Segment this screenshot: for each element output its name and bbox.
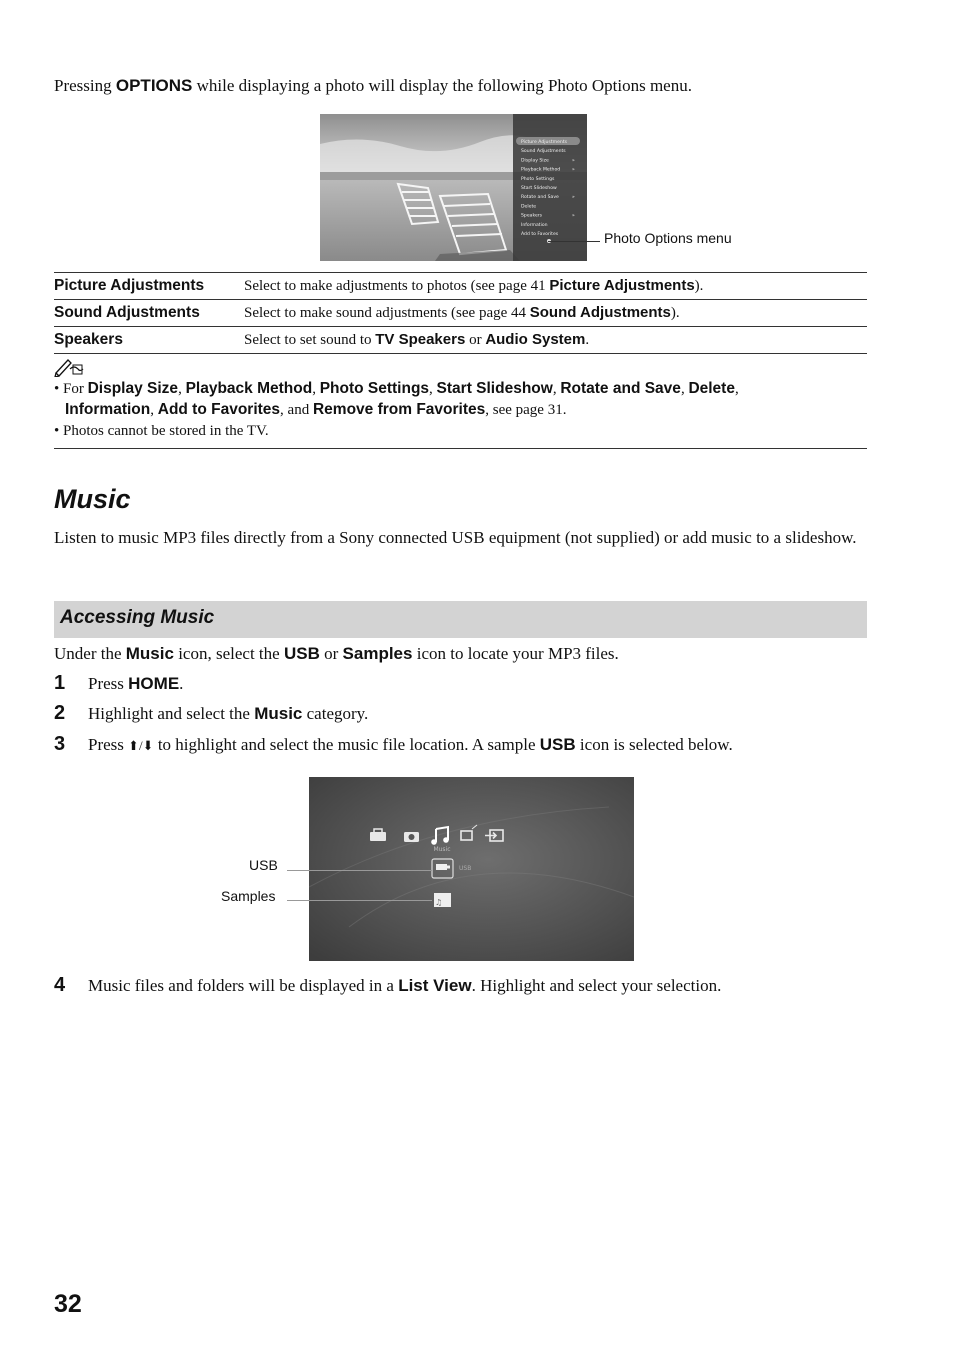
under-paragraph: Under the Music icon, select the USB or Samples icon to locate your MP3 files. [54, 644, 619, 663]
photo-menu-item[interactable]: Playback Method [521, 167, 561, 173]
option-description: Select to make sound adjustments (see page 44 Sound Adjustments). [244, 300, 867, 327]
table-row [54, 327, 867, 354]
table-row [54, 300, 867, 327]
samples-callout-label: Samples [221, 888, 276, 904]
photo-menu-item[interactable]: Information [521, 222, 548, 228]
note-box [54, 353, 867, 449]
photo-callout-line [548, 241, 600, 242]
up-down-arrow-icon: ⬆/⬇ [128, 738, 154, 753]
options-table [54, 272, 867, 354]
beach-photo [320, 114, 587, 261]
photo-options-screenshot [320, 114, 587, 261]
photo-menu-item[interactable]: Delete [521, 204, 537, 210]
option-description: Select to set sound to TV Speakers or Audio System. [244, 327, 867, 354]
note-line-1: • For Display Size, Playback Method, Photo Settings, Start Slideshow, Rotate and Save, Delete, [54, 380, 739, 397]
step-number: 4 [54, 974, 66, 996]
step-number: 1 [54, 672, 66, 694]
photo-camera-icon [404, 832, 419, 842]
photo-menu-item[interactable]: Sound Adjustments [521, 149, 566, 155]
pencil-note-icon [54, 357, 84, 377]
step-number: 2 [54, 702, 66, 724]
music-description: Listen to music MP3 files directly from a Sony connected USB equipment (not supplied) or add music to a slideshow. [54, 528, 857, 547]
music-category-label: Music [433, 846, 451, 853]
step-number: 3 [54, 733, 66, 755]
accessing-music-bar [54, 601, 867, 638]
step-text: Press ⬆/⬇ to highlight and select the music file location. A sample USB icon is selected below. [88, 735, 733, 754]
photo-menu-item[interactable]: Photo Settings [521, 176, 555, 182]
submenu-arrow-icon: » [572, 195, 575, 201]
option-name: Picture Adjustments [54, 273, 244, 300]
home-menu-screenshot [309, 777, 634, 961]
submenu-arrow-icon: » [572, 213, 575, 219]
usb-callout-line [287, 870, 432, 871]
photo-menu-item[interactable]: Rotate and Save [521, 195, 559, 201]
step-text: Music files and folders will be displayed in a List View. Highlight and select your selection. [88, 976, 722, 995]
music-heading: Music [54, 484, 131, 514]
photo-menu-item[interactable]: Start Slideshow [521, 186, 557, 191]
intro-paragraph: Pressing OPTIONS while displaying a photo will display the following Photo Options menu. [54, 76, 692, 95]
photo-menu-item[interactable]: Display Size [521, 158, 549, 164]
usb-item-label: USB [459, 865, 472, 872]
submenu-arrow-icon: » [572, 167, 575, 173]
page-number: 32 [54, 1290, 82, 1318]
photo-options-menu-label: Photo Options menu [604, 230, 732, 246]
option-description: Select to make adjustments to photos (see page 41 Picture Adjustments). [244, 273, 867, 300]
table-row [54, 273, 867, 300]
photo-menu-item[interactable]: Picture Adjustments [521, 140, 568, 145]
note-line-3: • Photos cannot be stored in the TV. [54, 423, 269, 439]
step-text: Press HOME. [88, 674, 184, 693]
samples-callout-line [287, 900, 432, 901]
options-key: OPTIONS [115, 76, 193, 95]
accessing-music-heading: Accessing Music [60, 607, 215, 628]
photo-menu-item[interactable]: Add to Favorites [521, 232, 559, 237]
note-line-2: Information, Add to Favorites, and Remove from Favorites, see page 31. [65, 401, 567, 418]
samples-folder-icon[interactable] [434, 893, 451, 907]
usb-callout-label: USB [249, 857, 278, 873]
photo-menu-item[interactable]: Speakers [521, 213, 543, 219]
option-name: Sound Adjustments [54, 300, 244, 327]
option-name: Speakers [54, 327, 244, 354]
svg-text:♫: ♫ [435, 898, 443, 907]
submenu-arrow-icon: » [572, 158, 575, 164]
step-text: Highlight and select the Music category. [88, 704, 369, 723]
